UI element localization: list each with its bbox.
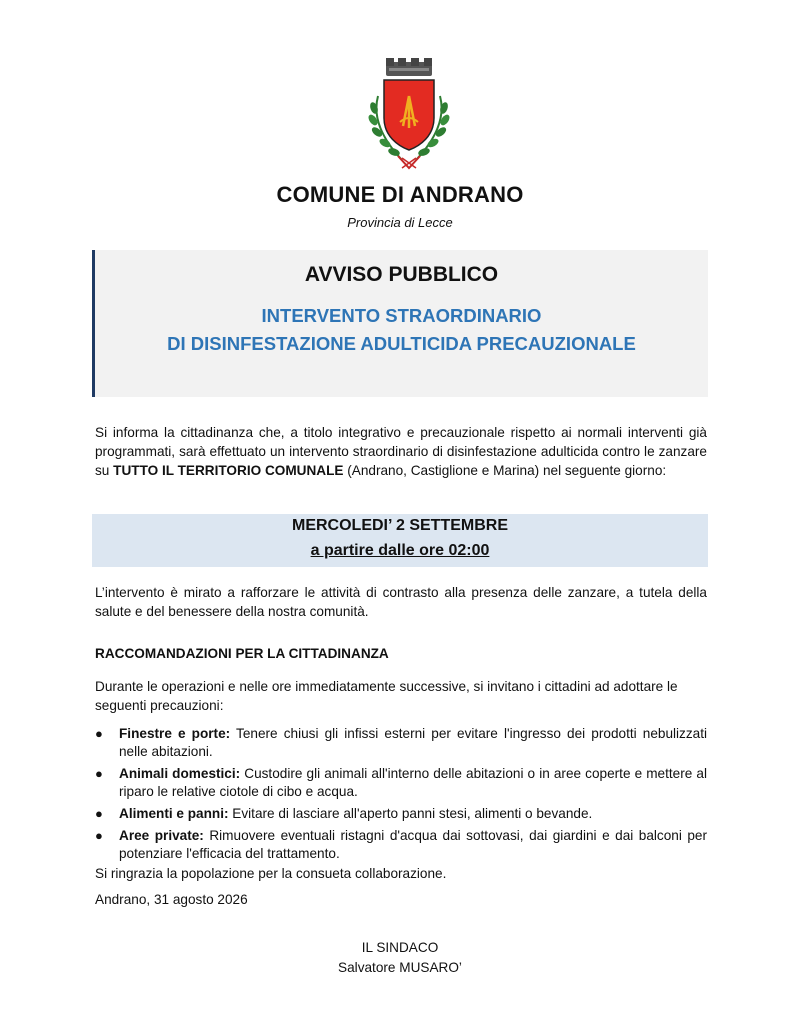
signer-title: IL SINDACO: [361, 940, 439, 955]
precaution-label: Animali domestici:: [119, 766, 241, 781]
intro-text-before: Si informa la cittadinanza che, a titolo integrativo e precauzionale rispetto ai normali interventi già programmati, sarà effettuato un intervento straordinario di disinfestazione adulticida contro le zanzare su: [95, 425, 707, 478]
signer-name: Salvatore MUSARO’: [338, 960, 462, 975]
schedule-banner: [92, 514, 708, 567]
intro-emphasis: TUTTO IL TERRITORIO COMUNALE: [113, 463, 344, 478]
municipal-crest-icon: [356, 56, 462, 176]
precaution-text: Evitare di lasciare all'aperto panni stesi, alimenti o bevande.: [228, 806, 593, 821]
intro-text-after: (Andrano, Castiglione e Marina) nel seguente giorno:: [343, 463, 667, 478]
bullet-icon: ●: [95, 766, 103, 781]
bullet-icon: ●: [95, 828, 103, 843]
precaution-text: Tenere chiusi gli infissi esterni per evitare l'ingresso dei prodotti nebulizzati nelle abitazioni.: [119, 726, 707, 759]
precaution-label: Alimenti e panni:: [119, 806, 229, 821]
list-item: [95, 765, 707, 801]
precaution-label: Finestre e porte:: [119, 726, 231, 741]
recommendations-heading: RACCOMANDAZIONI PER LA CITTADINANZA: [95, 646, 389, 661]
list-item: [95, 725, 707, 761]
notice-subtitle: [95, 302, 708, 358]
precaution-label: Aree private:: [119, 828, 204, 843]
signature-block: [0, 938, 800, 978]
notice-title: AVVISO PUBBLICO: [304, 263, 499, 286]
schedule-time: a partire dalle ore 02:00: [310, 542, 490, 559]
schedule-time-wrapper: [92, 542, 708, 560]
bullet-icon: ●: [95, 806, 103, 821]
notice-subtitle-line2: DI DISINFESTAZIONE ADULTICIDA PRECAUZIONALE: [167, 333, 636, 354]
notice-subtitle-line1: INTERVENTO STRAORDINARIO: [261, 305, 542, 326]
notice-banner: [92, 250, 708, 397]
precautions-list: [95, 725, 707, 867]
list-item: [95, 827, 707, 863]
bullet-icon: ●: [95, 726, 103, 741]
purpose-paragraph: L’intervento è mirato a rafforzare le attività di contrasto alla presenza delle zanzare, a tutela della salute e del benessere della nostra comunità.: [95, 585, 707, 619]
precaution-text: Rimuovere eventuali ristagni d'acqua dai sottovasi, dai giardini e dai balconi per potenziare l'efficacia del trattamento.: [119, 828, 708, 861]
schedule-date: MERCOLEDI’ 2 SETTEMBRE: [291, 517, 509, 534]
list-item: [95, 805, 707, 823]
province-name: Provincia di Lecce: [347, 215, 453, 230]
municipality-name: COMUNE DI ANDRANO: [276, 182, 524, 207]
intro-paragraph: [95, 423, 707, 480]
precaution-text: Custodire gli animali all'interno delle abitazioni o in aree coperte e mettere al riparo le relative ciotole di cibo e acqua.: [119, 766, 707, 799]
thanks-text: Si ringrazia la popolazione per la consueta collaborazione.: [95, 866, 447, 881]
place-date: Andrano, 31 agosto 2026: [95, 892, 248, 907]
recommendations-intro: Durante le operazioni e nelle ore immediatamente successive, si invitano i cittadini ad adottare le seguenti precauzioni:: [95, 679, 678, 713]
